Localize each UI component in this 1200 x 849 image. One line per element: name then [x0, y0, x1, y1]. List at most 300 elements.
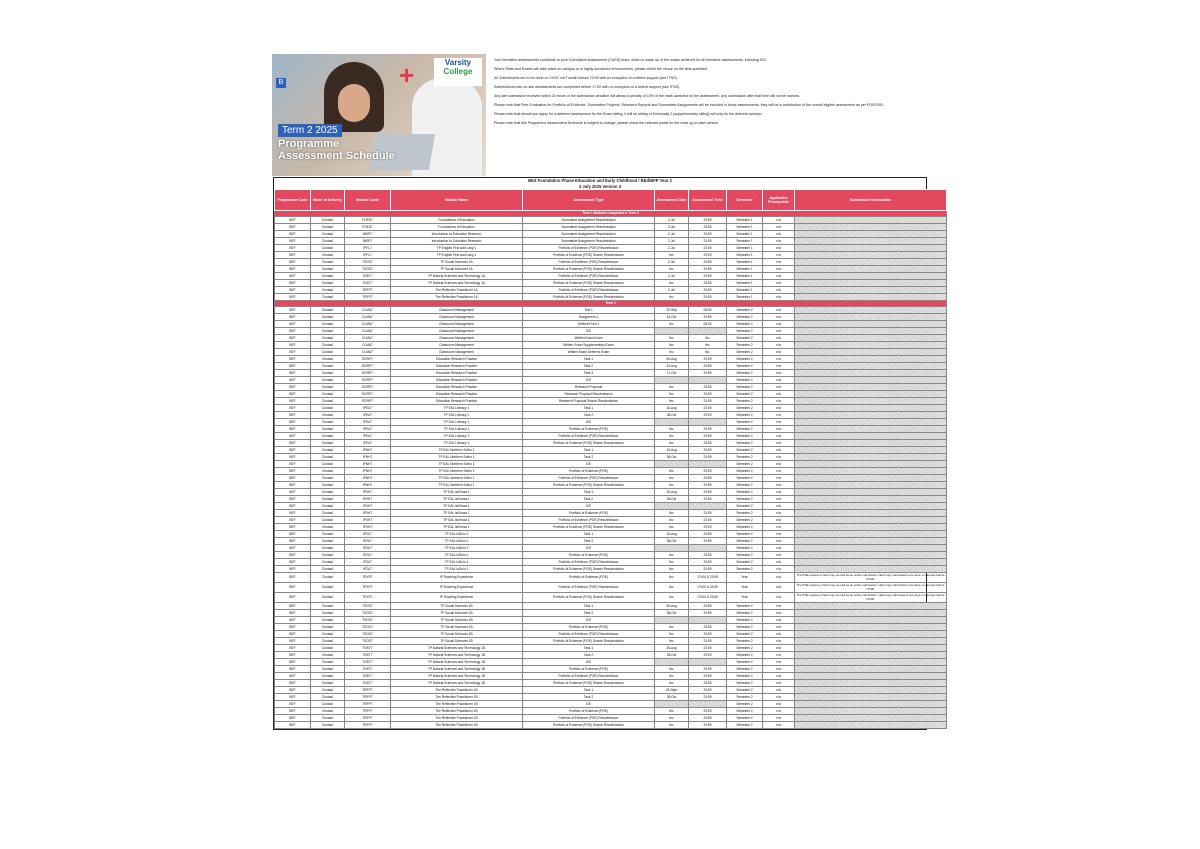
table-cell: n/a: [763, 708, 795, 715]
table-cell: TSOS7: [345, 617, 391, 624]
table-cell: [795, 349, 947, 356]
table-cell: Foundations of Education: [391, 224, 523, 231]
table-cell: BEF: [275, 680, 311, 687]
table-cell: 23:59: [689, 680, 727, 687]
schedule-title: BEd Foundation Phase Education and Early Childhood / BEd/BFP Year 2: [528, 178, 672, 183]
table-row: [275, 531, 947, 538]
table-cell: 23:59: [689, 517, 727, 524]
table-cell: 23:59: [689, 559, 727, 566]
table-cell: [795, 566, 947, 573]
table-cell: The Reflective Practitioner 1B: [391, 694, 523, 701]
table-cell: IP Teaching Experience: [391, 593, 523, 603]
table-cell: Portfolio of Evidence (POE) Search Resubmission: [523, 638, 655, 645]
table-cell: 23:59: [689, 673, 727, 680]
table-cell: [795, 617, 947, 624]
table-cell: tbc: [655, 482, 689, 489]
table-cell: Portfolio of Evidence (POE) Search Resubmission: [523, 524, 655, 531]
table-cell: 23:59: [689, 287, 727, 294]
table-cell: EDRP7: [345, 370, 391, 377]
table-cell: Contact: [311, 224, 345, 231]
table-cell: [655, 701, 689, 708]
table-cell: ICE: [523, 617, 655, 624]
table-cell: Contact: [311, 503, 345, 510]
table-cell: n/a: [763, 447, 795, 454]
table-cell: TP EAL Literacy 1: [391, 426, 523, 433]
table-row: [275, 524, 947, 531]
table-cell: n/a: [763, 496, 795, 503]
table-cell: INER7: [345, 231, 391, 238]
table-cell: TP Social Sciences 1B: [391, 617, 523, 624]
table-row: [275, 273, 947, 280]
column-header: Programme Code: [275, 190, 311, 211]
table-cell: The Reflective Practitioner 1A: [391, 294, 523, 301]
table-cell: Classroom Management: [391, 314, 523, 321]
table-cell: 08:00: [689, 307, 727, 314]
table-cell: [655, 377, 689, 384]
table-cell: IPXH7: [345, 496, 391, 503]
table-cell: IPNH7: [345, 475, 391, 482]
section-label: Term 1 Modules Completed in Term 2: [275, 211, 947, 217]
table-cell: Portfolio of Evidence (POE) Resubmission: [523, 715, 655, 722]
table-cell: TNST7: [345, 280, 391, 287]
table-cell: BEF: [275, 694, 311, 701]
table-cell: 16-Aug: [655, 489, 689, 496]
table-cell: Contact: [311, 524, 345, 531]
table-cell: n/a: [763, 631, 795, 638]
table-cell: n/a: [763, 680, 795, 687]
table-row: [275, 652, 947, 659]
table-row: [275, 370, 947, 377]
table-cell: n/a: [763, 461, 795, 468]
note-paragraph: Where Tests and Exams will take place on campus or in highly-structured environments, please check the venue on the time-specified.: [494, 67, 708, 71]
table-cell: Task 1: [523, 687, 655, 694]
table-cell: BEF: [275, 659, 311, 666]
table-cell: n/a: [763, 342, 795, 349]
table-cell: n/a: [763, 363, 795, 370]
table-cell: 23:59: [689, 715, 727, 722]
table-cell: Semester 2: [727, 321, 763, 328]
table-cell: tbc: [689, 349, 727, 356]
table-cell: Contact: [311, 328, 345, 335]
table-cell: tbc: [655, 321, 689, 328]
note-paragraph: Your formative assessments contribute to your Cumulative Assessment (CASS) mark, which is made up of the marks achieved for all formative assessments, including ICE.: [494, 58, 767, 62]
table-cell: The Reflective Practitioner 1B: [391, 701, 523, 708]
table-cell: Year: [727, 573, 763, 583]
table-cell: Contact: [311, 419, 345, 426]
table-cell: n/a: [763, 398, 795, 405]
table-cell: Contact: [311, 433, 345, 440]
table-cell: Semester 2: [727, 566, 763, 573]
table-row: [275, 708, 947, 715]
table-cell: n/a: [763, 552, 795, 559]
table-cell: Semester 2: [727, 377, 763, 384]
table-row: [275, 610, 947, 617]
table-cell: Contact: [311, 475, 345, 482]
table-row: [275, 624, 947, 631]
table-cell: BEF: [275, 545, 311, 552]
table-cell: tbc: [655, 426, 689, 433]
table-cell: BEF: [275, 245, 311, 252]
table-cell: TP Natural Sciences and Technology 1A: [391, 273, 523, 280]
table-row: [275, 447, 947, 454]
table-cell: Contact: [311, 321, 345, 328]
table-cell: 23:59: [689, 489, 727, 496]
table-cell: 23:59: [689, 496, 727, 503]
table-cell: 23:59: [689, 217, 727, 224]
table-cell: BEF: [275, 624, 311, 631]
table-cell: Semester 1: [727, 266, 763, 273]
table-row: [275, 489, 947, 496]
table-cell: BEF: [275, 370, 311, 377]
table-cell: Education Research Practice: [391, 356, 523, 363]
table-row: [275, 287, 947, 294]
table-cell: n/a: [763, 645, 795, 652]
table-cell: [795, 496, 947, 503]
column-header: Assessment Time: [689, 190, 727, 211]
table-cell: The Reflective Practitioner 1B: [391, 687, 523, 694]
table-cell: Semester 2: [727, 335, 763, 342]
table-cell: IPXH7: [345, 489, 391, 496]
table-cell: [795, 245, 947, 252]
table-cell: n/a: [763, 503, 795, 510]
table-cell: [795, 412, 947, 419]
table-cell: Year: [727, 593, 763, 603]
table-cell: Summative Assignment Resubmission: [523, 231, 655, 238]
table-cell: BEF: [275, 384, 311, 391]
table-row: [275, 503, 947, 510]
table-cell: tbc: [655, 510, 689, 517]
banner-title: [278, 138, 395, 162]
table-cell: CLMA7: [345, 321, 391, 328]
table-cell: Contact: [311, 666, 345, 673]
table-cell: BEF: [275, 593, 311, 603]
table-cell: Semester 2: [727, 328, 763, 335]
table-cell: [795, 666, 947, 673]
table-cell: n/a: [763, 559, 795, 566]
table-cell: Semester 2: [727, 617, 763, 624]
table-cell: Portfolio of Evidence (POE) Search Resubmission: [523, 566, 655, 573]
table-cell: [795, 440, 947, 447]
table-cell: [795, 314, 947, 321]
table-row: [275, 617, 947, 624]
table-cell: n/a: [763, 624, 795, 631]
table-cell: The Reflective Practitioner 1A: [391, 287, 523, 294]
table-cell: Semester 2: [727, 673, 763, 680]
table-cell: [795, 687, 947, 694]
table-cell: n/a: [763, 356, 795, 363]
table-cell: 23:59: [689, 645, 727, 652]
table-cell: BEF: [275, 419, 311, 426]
table-cell: Portfolio of Evidence (POE): [523, 708, 655, 715]
table-cell: IPEA7: [345, 433, 391, 440]
table-cell: Portfolio of Evidence (POE): [523, 426, 655, 433]
table-cell: The Reflective Practitioner 1B: [391, 715, 523, 722]
table-cell: Written Exam Supplementary Exam: [523, 342, 655, 349]
table-cell: Semester 2: [727, 363, 763, 370]
table-cell: IPNH7: [345, 454, 391, 461]
table-cell: Contact: [311, 603, 345, 610]
table-cell: Semester 1: [727, 231, 763, 238]
table-cell: TP EAL Northern Sotho 1: [391, 461, 523, 468]
table-cell: [795, 398, 947, 405]
table-cell: BEF: [275, 217, 311, 224]
table-cell: IP Teaching Experience: [391, 583, 523, 593]
table-cell: n/a: [763, 287, 795, 294]
table-cell: 23:59: [689, 294, 727, 301]
table-cell: TP Natural Sciences and Technology 1B: [391, 645, 523, 652]
table-cell: Semester 2: [727, 489, 763, 496]
table-cell: 06-Aug: [655, 356, 689, 363]
table-cell: Semester 1: [727, 287, 763, 294]
table-cell: Contact: [311, 426, 345, 433]
table-cell: [795, 405, 947, 412]
table-cell: Contact: [311, 715, 345, 722]
table-cell: Semester 2: [727, 461, 763, 468]
table-cell: BEF: [275, 391, 311, 398]
table-cell: 16-Aug: [655, 531, 689, 538]
table-cell: tbc: [655, 593, 689, 603]
table-cell: BEF: [275, 252, 311, 259]
table-cell: Semester 2: [727, 398, 763, 405]
table-cell: 2-Jul: [655, 224, 689, 231]
table-cell: [689, 617, 727, 624]
table-row: [275, 398, 947, 405]
table-cell: TP EAL Literacy 1: [391, 433, 523, 440]
table-cell: n/a: [763, 405, 795, 412]
table-cell: Contact: [311, 440, 345, 447]
table-row: [275, 314, 947, 321]
table-cell: Contact: [311, 687, 345, 694]
table-cell: Education Research Practice: [391, 398, 523, 405]
table-row: [275, 307, 947, 314]
table-cell: n/a: [763, 545, 795, 552]
table-cell: IPNH7: [345, 482, 391, 489]
table-cell: Semester 2: [727, 531, 763, 538]
table-cell: tbc: [655, 524, 689, 531]
table-cell: IPEA7: [345, 419, 391, 426]
table-cell: 23:59: [689, 722, 727, 729]
table-cell: [655, 461, 689, 468]
table-cell: Semester 2: [727, 624, 763, 631]
table-cell: Semester 2: [727, 454, 763, 461]
table-cell: n/a: [763, 482, 795, 489]
table-cell: Introduction to Education Research: [391, 238, 523, 245]
table-cell: [795, 468, 947, 475]
table-cell: n/a: [763, 307, 795, 314]
column-header: Assessment Date: [655, 190, 689, 211]
table-cell: Contact: [311, 384, 345, 391]
table-cell: 23-Aug: [655, 363, 689, 370]
table-cell: 25-Sept: [655, 687, 689, 694]
table-cell: Semester 2: [727, 652, 763, 659]
table-cell: n/a: [763, 231, 795, 238]
table-cell: Contact: [311, 294, 345, 301]
table-row: [275, 552, 947, 559]
table-cell: [795, 610, 947, 617]
table-cell: Portfolio of Evidence (POE): [523, 573, 655, 583]
table-cell: BEF: [275, 412, 311, 419]
table-cell: TP EAL Northern Sotho 1: [391, 447, 523, 454]
table-cell: Semester 2: [727, 510, 763, 517]
table-cell: Summative Assignment Resubmission: [523, 224, 655, 231]
table-cell: Contact: [311, 391, 345, 398]
table-cell: Semester 2: [727, 405, 763, 412]
table-cell: n/a: [763, 294, 795, 301]
table-cell: TP EAL isiXhosa 1: [391, 510, 523, 517]
table-cell: Semester 1: [727, 217, 763, 224]
table-cell: [795, 419, 947, 426]
table-cell: 08-Oct: [655, 454, 689, 461]
table-cell: TP Social Sciences 1A: [391, 259, 523, 266]
table-cell: Portfolio of Evidence (POE) Search Resubmission: [523, 266, 655, 273]
table-cell: 23:59: [689, 398, 727, 405]
table-cell: BEF: [275, 224, 311, 231]
table-cell: [795, 454, 947, 461]
table-cell: Semester 2: [727, 631, 763, 638]
table-cell: Test 1: [523, 307, 655, 314]
table-cell: n/a: [763, 426, 795, 433]
table-cell: 23:59: [689, 447, 727, 454]
logo-line2: College: [443, 67, 473, 76]
table-row: [275, 517, 947, 524]
table-cell: TSOS7: [345, 266, 391, 273]
table-cell: tbc: [655, 631, 689, 638]
table-cell: 23:59: [689, 259, 727, 266]
table-cell: [795, 631, 947, 638]
table-cell: Semester 1: [727, 252, 763, 259]
table-cell: 23:59: [689, 510, 727, 517]
table-cell: Contact: [311, 701, 345, 708]
table-cell: TRFP7: [345, 287, 391, 294]
column-header: Mode of Delivery: [311, 190, 345, 211]
table-cell: TP EAL Literacy 1: [391, 440, 523, 447]
table-cell: [795, 475, 947, 482]
table-cell: Contact: [311, 573, 345, 583]
table-cell: TP Social Sciences 1B: [391, 638, 523, 645]
table-cell: TEXP7: [345, 573, 391, 583]
table-row: [275, 583, 947, 593]
table-cell: tbc: [655, 722, 689, 729]
table-cell: 23:59: [689, 631, 727, 638]
table-cell: BEF: [275, 496, 311, 503]
table-cell: 23:59: [689, 687, 727, 694]
table-cell: TRFP7: [345, 687, 391, 694]
table-cell: Contact: [311, 363, 345, 370]
table-cell: Semester 2: [727, 552, 763, 559]
table-cell: 23:59: [689, 405, 727, 412]
table-cell: 23:59: [689, 314, 727, 321]
table-cell: 23:59: [689, 273, 727, 280]
table-cell: TEXP7: [345, 583, 391, 593]
table-cell: Education Research Practice: [391, 363, 523, 370]
table-cell: [795, 701, 947, 708]
table-cell: Portfolio of Evidence (POE) Search Resubmission: [523, 252, 655, 259]
table-cell: Contact: [311, 231, 345, 238]
table-cell: BEF: [275, 440, 311, 447]
table-row: [275, 722, 947, 729]
table-cell: BEF: [275, 475, 311, 482]
table-row: [275, 468, 947, 475]
table-cell: Semester 2: [727, 426, 763, 433]
table-cell: Contact: [311, 273, 345, 280]
table-row: [275, 694, 947, 701]
table-cell: BEF: [275, 468, 311, 475]
table-cell: Deferred Test 1: [523, 321, 655, 328]
table-cell: BEF: [275, 517, 311, 524]
table-cell: TSOS7: [345, 624, 391, 631]
table-cell: 2-Jul: [655, 273, 689, 280]
table-cell: 2-Jul: [655, 217, 689, 224]
table-cell: n/a: [763, 370, 795, 377]
table-cell: Contact: [311, 412, 345, 419]
table-cell: BEF: [275, 701, 311, 708]
table-cell: [795, 559, 947, 566]
table-cell: Assignment 1: [523, 314, 655, 321]
table-cell: IPXH7: [345, 510, 391, 517]
table-cell: BEF: [275, 538, 311, 545]
table-cell: BEF: [275, 454, 311, 461]
table-cell: Contact: [311, 454, 345, 461]
table-cell: n/a: [763, 419, 795, 426]
table-cell: n/a: [763, 659, 795, 666]
table-cell: [795, 722, 947, 729]
table-cell: 23:59: [689, 603, 727, 610]
table-cell: TP Natural Sciences and Technology 1B: [391, 652, 523, 659]
table-cell: Semester 2: [727, 419, 763, 426]
table-cell: [795, 645, 947, 652]
table-row: [275, 680, 947, 687]
table-cell: Contact: [311, 583, 345, 593]
table-cell: [795, 624, 947, 631]
table-cell: Semester 2: [727, 468, 763, 475]
table-cell: 17h00 & 23:59: [689, 593, 727, 603]
table-cell: tbc: [655, 552, 689, 559]
note-paragraph: All Submissions are to be done on CIVIC via Turnitin before 23:59 with no exception of a detent support (see ITNS).: [494, 76, 678, 80]
table-row: [275, 405, 947, 412]
table-row: [275, 482, 947, 489]
table-cell: Semester 2: [727, 645, 763, 652]
table-cell: [795, 694, 947, 701]
table-cell: Semester 1: [727, 259, 763, 266]
table-cell: Semester 2: [727, 356, 763, 363]
table-cell: Research Proposal Search Resubmission: [523, 398, 655, 405]
table-cell: tbc: [655, 335, 689, 342]
table-row: [275, 328, 947, 335]
table-cell: TNST7: [345, 273, 391, 280]
table-cell: 23:59: [689, 440, 727, 447]
table-cell: Semester 2: [727, 708, 763, 715]
table-cell: tbc: [655, 583, 689, 593]
table-cell: 23:59: [689, 652, 727, 659]
table-cell: [795, 715, 947, 722]
table-cell: n/a: [763, 489, 795, 496]
table-cell: 2-Jul: [655, 238, 689, 245]
banner-title-line1: Programme: [278, 138, 340, 150]
note-paragraph: Please note that Peer Evaluation for Portfolio of Evidence, Summative Projects, Research Reports and Summative Assignments will be included in those assessments; they will be a contribution of the overall eligible assessment as per POE/SSB.: [494, 103, 884, 107]
table-cell: [795, 503, 947, 510]
table-cell: tbc: [655, 342, 689, 349]
table-cell: Contact: [311, 398, 345, 405]
table-cell: BEF: [275, 377, 311, 384]
table-cell: BEF: [275, 231, 311, 238]
table-cell: Semester 2: [727, 503, 763, 510]
table-cell: [795, 342, 947, 349]
table-cell: 23:59: [689, 610, 727, 617]
table-cell: 2-Jul: [655, 231, 689, 238]
table-cell: CLMA7: [345, 342, 391, 349]
table-row: [275, 538, 947, 545]
table-cell: [795, 524, 947, 531]
